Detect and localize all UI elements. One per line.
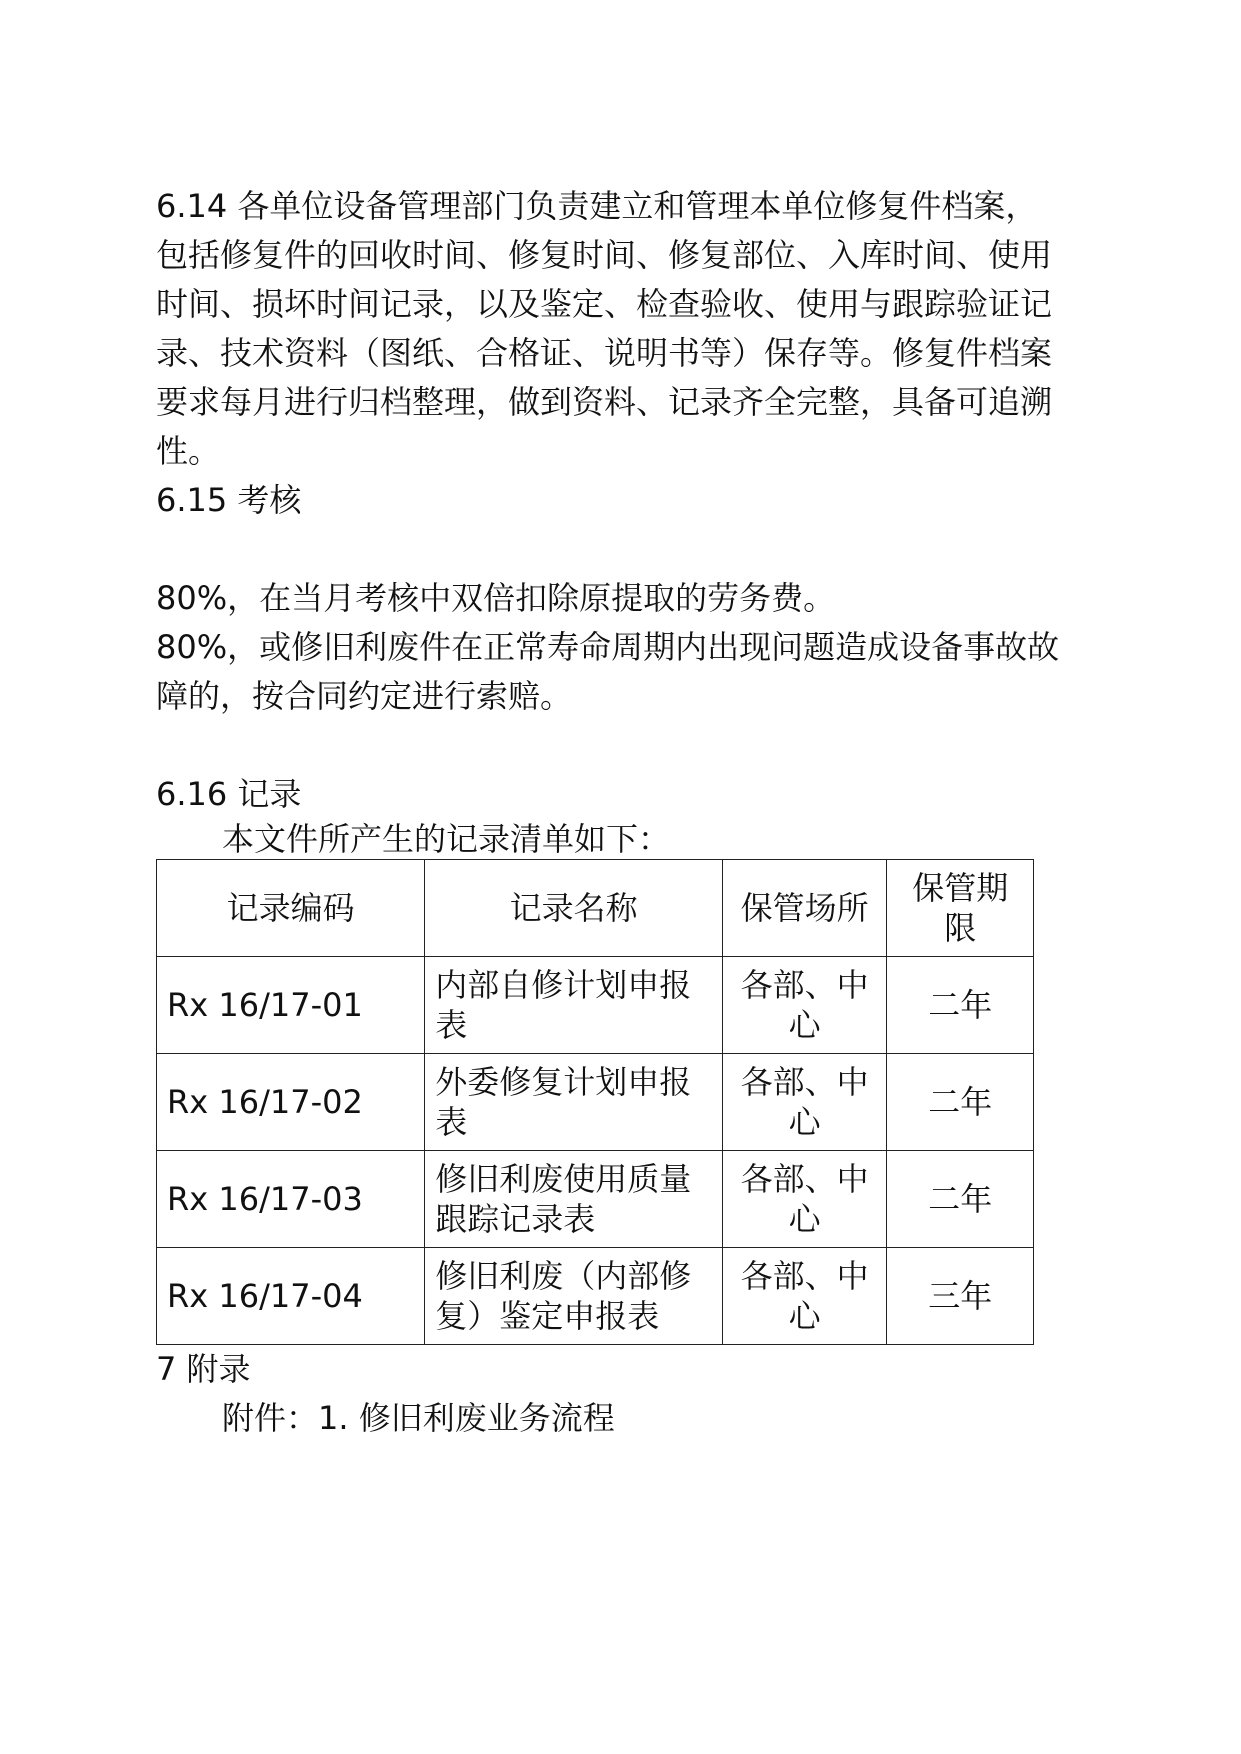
storage-place: 各部、中心 xyxy=(722,1248,887,1345)
records-table xyxy=(156,859,1034,1345)
header-storage-period: 保管期限 xyxy=(887,860,1034,957)
storage-place: 各部、中心 xyxy=(722,1151,887,1248)
storage-place: 各部、中心 xyxy=(722,957,887,1054)
table-row xyxy=(157,1151,1034,1248)
section-7-heading: 7 附录 xyxy=(156,1350,251,1388)
document-page xyxy=(156,182,1066,1443)
record-code: Rx 16/17-03 xyxy=(157,1151,425,1248)
attachment-line: 附件：1. 修旧利废业务流程 xyxy=(222,1399,615,1437)
record-code: Rx 16/17-02 xyxy=(157,1054,425,1151)
assessment-line-2: 80%，或修旧利废件在正常寿命周期内出现问题造成设备事故故障的，按合同约定进行索赔。 xyxy=(156,628,1060,715)
storage-place: 各部、中心 xyxy=(722,1054,887,1151)
record-name: 外委修复计划申报表 xyxy=(425,1054,723,1151)
table-row xyxy=(157,957,1034,1054)
assessment-line-1: 80%，在当月考核中双倍扣除原提取的劳务费。 xyxy=(156,579,836,617)
storage-period: 二年 xyxy=(887,1151,1034,1248)
header-record-code: 记录编码 xyxy=(157,860,425,957)
record-name: 修旧利废使用质量跟踪记录表 xyxy=(425,1151,723,1248)
storage-period: 二年 xyxy=(887,1054,1034,1151)
record-name: 修旧利废（内部修复）鉴定申报表 xyxy=(425,1248,723,1345)
header-record-name: 记录名称 xyxy=(425,860,723,957)
record-code: Rx 16/17-01 xyxy=(157,957,425,1054)
record-code: Rx 16/17-04 xyxy=(157,1248,425,1345)
section-6-15-heading: 6.15 考核 xyxy=(156,481,302,519)
table-row xyxy=(157,1248,1034,1345)
record-name: 内部自修计划申报表 xyxy=(425,957,723,1054)
storage-period: 三年 xyxy=(887,1248,1034,1345)
storage-period: 二年 xyxy=(887,957,1034,1054)
blank-line xyxy=(156,721,1066,770)
section-6-14-paragraph: 6.14 各单位设备管理部门负责建立和管理本单位修复件档案，包括修复件的回收时间、修复时间、修复部位、入库时间、使用时间、损坏时间记录，以及鉴定、检查验收、使用与跟踪验证记录、技术资料（图纸、合格证、说明书等）保存等。修复件档案要求每月进行归档整理，做到资料、记录齐全完整，具备可追溯性。 xyxy=(156,187,1053,470)
records-intro: 本文件所产生的记录清单如下： xyxy=(222,820,671,858)
section-6-16-heading: 6.16 记录 xyxy=(156,775,302,813)
header-storage-place: 保管场所 xyxy=(722,860,887,957)
blank-line xyxy=(156,525,1066,574)
table-row xyxy=(157,1054,1034,1151)
table-header-row xyxy=(157,860,1034,957)
